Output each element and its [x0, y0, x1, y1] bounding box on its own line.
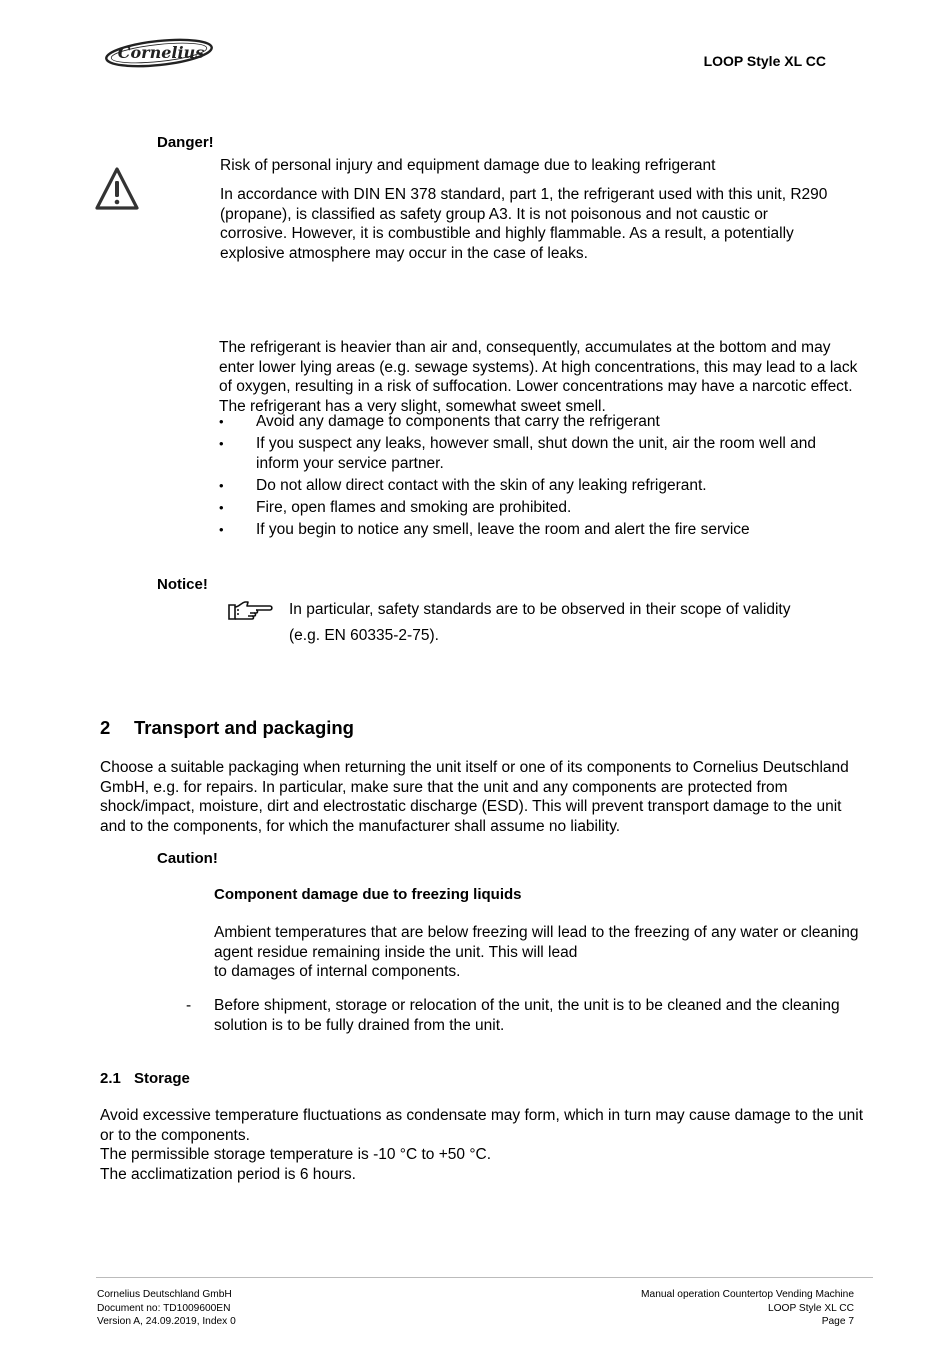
text-line: solution is to be fully drained from the unit.	[214, 1016, 505, 1034]
bullet-item: • Fire, open flames and smoking are prohibited.	[219, 498, 816, 518]
text-line: of oxygen, resulting in a risk of suffocation. Lower concentrations may have a narcotic effect.	[219, 378, 853, 396]
text-line: (propane), is classified as safety group A3. It is not poisonous and not caustic or	[220, 205, 768, 223]
notice-line-1: In particular, safety standards are to be observed in their scope of validity	[289, 601, 791, 618]
text-line: and to the components, for which the manufacturer shall assume no liability.	[100, 817, 621, 835]
text-line: enter lower lying areas (e.g. sewage systems). At high concentrations, this may lead to a lack	[219, 358, 858, 376]
bullet-item: • If you begin to notice any smell, leave the room and alert the fire service	[219, 520, 816, 540]
text-line: Choose a suitable packaging when returning the unit itself or one of its components to Cornelius Deutschland	[100, 759, 849, 776]
section-title: Transport and packaging	[134, 717, 354, 738]
text-line: The refrigerant is heavier than air and, consequently, accumulates at the bottom and may	[219, 339, 831, 356]
danger-heading: Risk of personal injury and equipment damage due to leaking refrigerant	[220, 157, 716, 174]
text-line: In accordance with DIN EN 378 standard, part 1, the refrigerant used with this unit, R290	[220, 186, 828, 203]
company-name: Cornelius Deutschland GmbH	[97, 1289, 232, 1300]
section-number: 2	[100, 717, 111, 738]
caution-instruction	[214, 996, 840, 1035]
text-line: Ambient temperatures that are below freezing will lead to the freezing of any water or cleaning	[214, 924, 859, 941]
subsection-number: 2.1	[100, 1070, 121, 1087]
page-number: Page 7	[821, 1316, 854, 1327]
text-line: The refrigerant has a very slight, somewhat sweet smell.	[219, 397, 606, 415]
text-line: The acclimatization period is 6 hours.	[100, 1165, 356, 1183]
version-info: Version A, 24.09.2019, Index 0	[97, 1316, 236, 1327]
transport-paragraph	[100, 758, 849, 836]
caution-label: Caution!	[157, 850, 218, 867]
product-name: LOOP Style XL CC	[767, 1302, 854, 1314]
danger-paragraph	[220, 185, 827, 263]
document-title: LOOP Style XL CC	[703, 53, 826, 69]
manual-title: Manual operation Countertop Vending Machine	[641, 1289, 854, 1300]
text-line: The permissible storage temperature is -10 °C to +50 °C.	[100, 1146, 492, 1164]
danger-label: Danger!	[157, 134, 214, 151]
dash-marker: -	[186, 997, 192, 1014]
text-line: to damages of internal components.	[214, 963, 461, 981]
cornelius-logo	[103, 36, 215, 70]
notice-line-2: (e.g. EN 60335-2-75).	[289, 627, 439, 644]
text-line: shock/impact, moisture, dirt and electrostatic discharge (ESD). This will prevent transport damage to the unit	[100, 798, 842, 816]
text-line: Avoid excessive temperature fluctuations as condensate may form, which in turn may cause damage to the unit	[100, 1107, 864, 1124]
text-line: or to the components.	[100, 1126, 250, 1144]
bullet-item: • If you suspect any leaks, however small, shut down the unit, air the room well and inform your service partner.	[219, 434, 816, 473]
bullet-item: • Do not allow direct contact with the skin of any leaking refrigerant.	[219, 476, 816, 496]
text-line: Before shipment, storage or relocation of the unit, the unit is to be cleaned and the cleaning	[214, 997, 840, 1014]
pointing-hand-icon	[226, 599, 274, 623]
warning-triangle-icon	[94, 165, 140, 213]
refrigerant-paragraph	[219, 338, 857, 416]
bullet-item: • Avoid any damage to components that carry the refrigerant	[219, 412, 816, 432]
text-line: corrosive. However, it is combustible and highly flammable. As a result, a potentially	[220, 225, 794, 243]
text-line: GmbH, e.g. for repairs. In particular, make sure that the unit and any components are protected from	[100, 778, 788, 796]
notice-label: Notice!	[157, 576, 208, 593]
logo-text: Cornelius	[117, 43, 205, 62]
text-line: explosive atmosphere may occur in the case of leaks.	[220, 244, 588, 262]
refrigerant-bullet-list	[219, 412, 816, 542]
footer-left	[97, 1288, 236, 1329]
caution-heading: Component damage due to freezing liquids	[214, 886, 522, 903]
caution-paragraph	[214, 923, 858, 982]
document-number: Document no: TD1009600EN	[97, 1302, 231, 1314]
subsection-title: Storage	[134, 1070, 190, 1087]
footer-right	[641, 1288, 854, 1329]
text-line: agent residue remaining inside the unit. This will lead	[214, 943, 578, 961]
footer-divider	[96, 1277, 873, 1278]
storage-paragraph	[100, 1106, 863, 1184]
